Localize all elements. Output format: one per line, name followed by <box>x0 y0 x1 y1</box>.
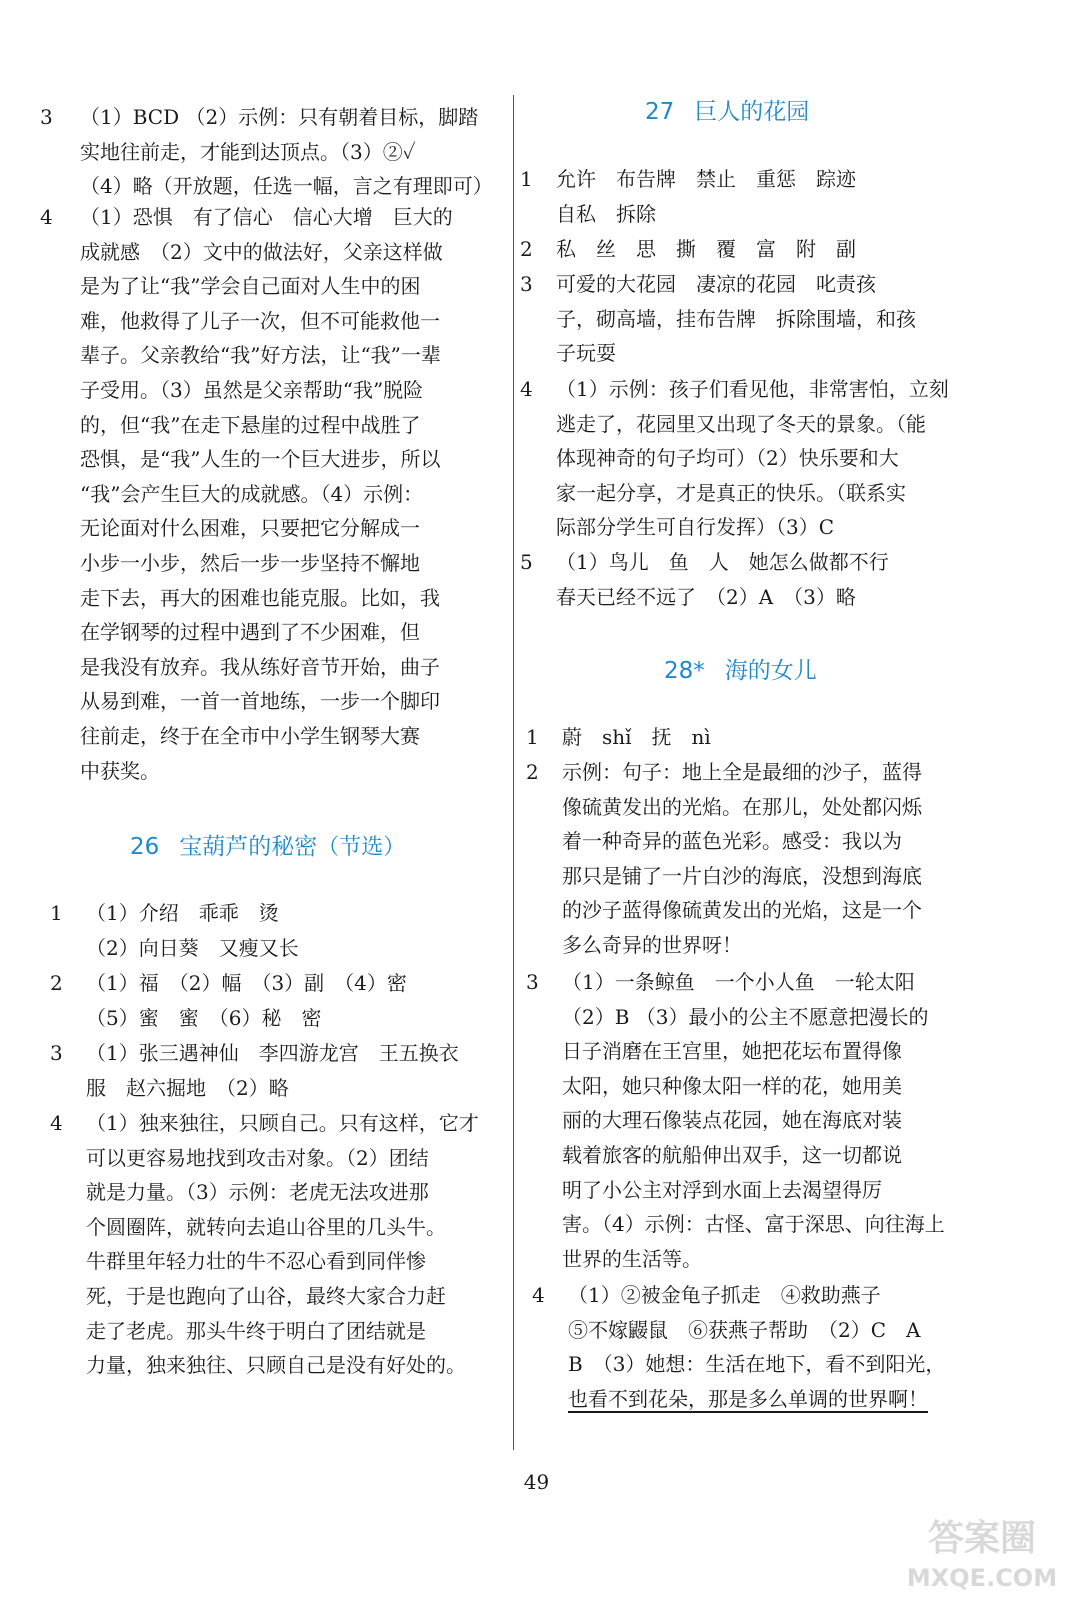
item-number: 2 <box>50 971 63 995</box>
text-line: ⑤不嫁鼹鼠 ⑥获燕子帮助 （2）C A <box>568 1317 921 1342</box>
item-text <box>556 372 949 545</box>
text-line: （2）B （3）最小的公主不愿意把漫长的 <box>562 1004 929 1029</box>
section-title <box>664 652 817 685</box>
text-line: 力量，独来独往、只顾自己是没有好处的。 <box>86 1353 466 1378</box>
text-line: 也看不到花朵，那是多么单调的世界啊！ <box>568 1386 928 1411</box>
text-line: （1）介绍 乖乖 烫 <box>86 901 279 925</box>
item-number: 4 <box>520 377 533 401</box>
text-line: B （3）她想：生活在地下，看不到阳光， <box>568 1352 946 1377</box>
text-line: 际部分学生可自行发挥）（3）C <box>556 515 835 540</box>
section-number: 27 <box>645 99 675 125</box>
text-line: 那只是铺了一片白沙的海底，没想到海底 <box>562 863 922 888</box>
text-line: 子受用。（3）虽然是父亲帮助“我”脱险 <box>80 377 424 402</box>
text-line: 着一种奇异的蓝色光彩。感受：我以为 <box>562 829 902 854</box>
item-text <box>80 200 453 788</box>
text-line: （4）略（开放题，任选一幅，言之有理即可） <box>80 174 493 199</box>
text-line: 丽的大理石像装点花园，她在海底对装 <box>562 1108 902 1133</box>
item-number: 2 <box>520 237 533 261</box>
item-number: 1 <box>50 901 63 925</box>
text-line: 走了老虎。那头牛终于明白了团结就是 <box>86 1318 426 1343</box>
item-number: 3 <box>40 105 53 129</box>
watermark-bottom-text: MXQE.COM <box>906 1564 1058 1592</box>
item-text <box>562 720 711 755</box>
text-line: 小步一小步，然后一步一步坚持不懈地 <box>80 550 420 575</box>
text-line: 个圆圈阵，就转向去追山谷里的几头牛。 <box>86 1214 446 1239</box>
section-title-ext: （节选） <box>317 835 406 860</box>
item-number: 1 <box>520 167 533 191</box>
text-line: 往前走，终于在全市中小学生钢琴大赛 <box>80 723 420 748</box>
text-line: 可以更容易地找到攻击对象。（2）团结 <box>86 1145 429 1170</box>
text-line: 春天已经不远了 （2）A （3）略 <box>556 584 856 609</box>
item-number: 4 <box>40 205 53 229</box>
text-line: 牛群里年轻力壮的牛不忍心看到同伴惨 <box>86 1249 426 1274</box>
watermark-top-text: 答案圈 <box>927 1518 1037 1559</box>
text-line: 害。（4）示例：古怪、富于深思、向往海上 <box>562 1212 945 1237</box>
text-line: （5）蜜 蜜 （6）秘 密 <box>86 1005 322 1030</box>
text-line: 的，但“我”在走下悬崖的过程中战胜了 <box>80 412 421 437</box>
text-line: 允许 布告牌 禁止 重惩 踪迹 <box>556 167 856 191</box>
text-line: 自私 拆除 <box>556 201 656 226</box>
item-text <box>556 232 856 267</box>
text-line: 从易到难，一首一首地练，一步一个脚印 <box>80 689 440 714</box>
item-number: 4 <box>532 1283 545 1307</box>
text-line: 逃走了，花园里又出现了冬天的景象。（能 <box>556 411 926 436</box>
item-number: 1 <box>526 725 539 749</box>
section-title-text: 宝葫芦的秘密 <box>179 834 318 860</box>
section-title-text: 海的女儿 <box>724 658 817 684</box>
watermark-logo <box>900 1508 1065 1594</box>
text-line: 实地往前走，才能到达顶点。（3）②✓ <box>80 139 416 164</box>
text-line: 太阳，她只种像太阳一样的花，她用美 <box>562 1073 902 1098</box>
text-line: 家一起分享，才是真正的快乐。（联系实 <box>556 480 906 505</box>
text-line: 世界的生活等。 <box>562 1246 702 1271</box>
item-text <box>556 162 856 231</box>
text-line: 日子消磨在王宫里，她把花坛布置得像 <box>562 1039 902 1064</box>
page-number: 49 <box>523 1470 550 1494</box>
section-title <box>130 828 405 861</box>
item-text <box>556 545 889 614</box>
text-line: 子玩耍 <box>556 341 616 366</box>
text-line: 体现神奇的句子均可）（2）快乐要和大 <box>556 446 899 471</box>
text-line: 恐惧，是“我”人生的一个巨大进步，所以 <box>80 447 441 472</box>
text-line: （1）②被金龟子抓走 ④救助燕子 <box>568 1283 881 1307</box>
item-text <box>568 1278 945 1416</box>
text-line: （1）张三遇神仙 李四游龙宫 王五换衣 <box>86 1041 459 1065</box>
item-number: 2 <box>526 760 539 784</box>
section-number: 28* <box>664 658 705 684</box>
text-line: 无论面对什么困难，只要把它分解成一 <box>80 516 420 541</box>
item-number: 3 <box>526 970 539 994</box>
section-number: 26 <box>130 834 160 860</box>
item-text <box>86 1036 459 1105</box>
text-line: （1）独来独往，只顾自己。只有这样，它才 <box>86 1111 479 1135</box>
text-line: （1）福 （2）幅 （3）副 （4）密 <box>86 971 407 995</box>
item-number: 4 <box>50 1111 63 1135</box>
text-line: 走下去，再大的困难也能克服。比如，我 <box>80 585 440 610</box>
text-line: 示例：句子：地上全是最细的沙子，蓝得 <box>562 760 922 784</box>
text-line: （1）恐惧 有了信心 信心大增 巨大的 <box>80 205 453 229</box>
text-line: 中获奖。 <box>80 758 160 783</box>
text-line: （1）一条鲸鱼 一个小人鱼 一轮太阳 <box>562 970 915 994</box>
text-line: 难，他救得了儿子一次，但不可能救他一 <box>80 308 440 333</box>
text-line: 成就感 （2）文中的做法好，父亲这样做 <box>80 239 443 264</box>
item-text <box>86 966 407 1035</box>
text-line: 辈子。父亲教给“我”好方法，让“我”一辈 <box>80 343 441 368</box>
text-line: 是我没有放弃。我从练好音节开始，曲子 <box>80 654 440 679</box>
item-text <box>86 896 299 965</box>
item-number: 3 <box>50 1041 63 1065</box>
item-text <box>86 1106 479 1383</box>
text-line: 死，于是也跑向了山谷，最终大家合力赶 <box>86 1283 446 1308</box>
item-number: 5 <box>520 550 533 574</box>
text-line: 子，砌高墙，挂布告牌 拆除围墙，和孩 <box>556 306 916 331</box>
text-line: 的沙子蓝得像硫黄发出的光焰，这是一个 <box>562 898 922 923</box>
text-line: 是为了让“我”学会自己面对人生中的困 <box>80 274 421 299</box>
text-line: （2）向日葵 又瘦又长 <box>86 935 299 960</box>
item-text <box>556 267 916 371</box>
text-line: 载着旅客的航船伸出双手，这一切都说 <box>562 1142 902 1167</box>
section-title-text: 巨人的花园 <box>694 99 810 125</box>
text-line: （1）鸟儿 鱼 人 她怎么做都不行 <box>556 550 889 574</box>
text-line: （1）示例：孩子们看见他，非常害怕，立刻 <box>556 377 949 401</box>
text-line: 可爱的大花园 凄凉的花园 叱责孩 <box>556 272 876 296</box>
item-number: 3 <box>520 272 533 296</box>
text-line: 像硫黄发出的光焰。在那儿，处处都闪烁 <box>562 794 922 819</box>
text-line: 明了小公主对浮到水面上去渴望得厉 <box>562 1177 882 1202</box>
section-title <box>645 93 809 126</box>
text-line: 多么奇异的世界呀！ <box>562 932 742 957</box>
item-text <box>562 755 922 963</box>
text-line: 蔚 shǐ 抚 nì <box>562 725 711 749</box>
text-line: “我”会产生巨大的成就感。（4）示例： <box>80 481 424 506</box>
text-line: 私 丝 思 撕 覆 富 附 副 <box>556 237 856 261</box>
item-text <box>80 100 493 204</box>
text-line: 在学钢琴的过程中遇到了不少困难，但 <box>80 620 420 645</box>
item-text <box>562 965 945 1276</box>
text-line: （1）BCD （2）示例：只有朝着目标，脚踏 <box>80 105 479 129</box>
column-divider <box>513 95 514 1450</box>
text-line: 就是力量。（3）示例：老虎无法攻进那 <box>86 1180 429 1205</box>
text-line: 服 赵六掘地 （2）略 <box>86 1075 289 1100</box>
